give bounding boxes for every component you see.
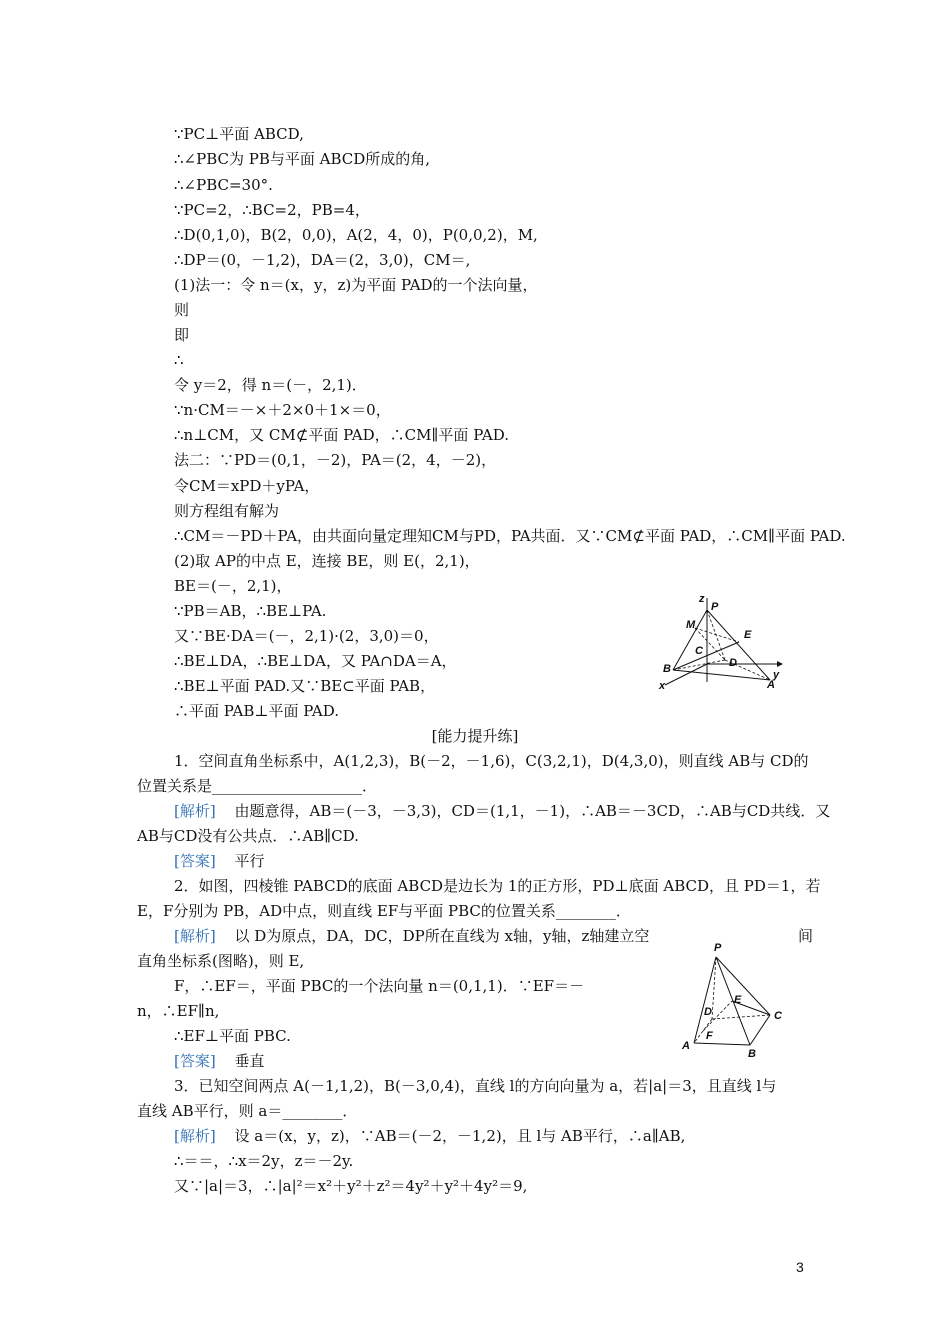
question-stem: 1．空间直角坐标系中，A(1,2,3)，B(－2，－1,6)，C(3,2,1)，D(4,3,0)，则直线 AB与 CD的 (174, 752, 809, 770)
solution-line: 法二：∵PD＝(0,1，－2)，PA＝(2，4，－2)， (174, 451, 497, 469)
solution-line: 又∵BE·DA＝(－，2,1)·(2，3,0)＝0， (174, 627, 439, 645)
figure2-label-P: P (714, 942, 722, 954)
question-stem: 2．如图，四棱锥 PABCD的底面 ABCD是边长为 1的正方形，PD⊥底面 ABCD，且 PD＝1，若 (174, 877, 821, 895)
figure1-label-E: E (744, 629, 752, 641)
answer-text: 垂直 (234, 1052, 265, 1070)
answer-tag: [答案] (174, 1052, 216, 1070)
analysis-text: 设 a＝(x，y，z)，∵AB＝(－2，－1,2)，且 l与 AB平行，∴a∥AB, (234, 1127, 686, 1145)
figure2-label-A: A (682, 1040, 690, 1052)
figure1-label-D: D (729, 657, 737, 669)
solution-line: ∴∠PBC为 PB与平面 ABCD所成的角, (174, 150, 431, 168)
section-title: [能力提升练] (431, 727, 519, 745)
analysis-text: 以 D为原点，DA，DC，DP所在直线为 x轴，y轴，z轴建立空 (234, 927, 650, 945)
figure2-label-C: C (774, 1010, 782, 1022)
analysis-line: AB与CD没有公共点．∴AB∥CD. (137, 827, 359, 845)
solution-line: 即 (174, 326, 190, 344)
solution-line: ∴CM＝－PD＋PA，由共面向量定理知CM与PD，PA共面．又∵CM⊄平面 PAD，∴CM∥平面 PAD. (174, 527, 846, 545)
solution-line: BE＝(－，2,1)， (174, 577, 292, 595)
analysis-line: 又∵|a|＝3，∴|a|²＝x²＋y²＋z²＝4y²＋y²＋4y²＝9, (174, 1177, 528, 1195)
figure1-label-B: B (663, 663, 671, 675)
solution-line: ∴BE⊥平面 PAD.又∵BE⊂平面 PAB， (174, 677, 436, 695)
solution-line: ∴D(0,1,0)，B(2，0,0)，A(2，4，0)，P(0,0,2)，M, (174, 226, 538, 244)
solution-line: ∴平面 PAB⊥平面 PAD. (174, 702, 340, 720)
analysis-line: ∴EF⊥平面 PBC. (174, 1027, 291, 1045)
solution-line: ∵PC⊥平面 ABCD, (174, 125, 304, 143)
figure1-label-x: x (659, 680, 666, 690)
analysis-line: F，∴EF＝，平面 PBC的一个法向量 n＝(0,1,1)．∵EF＝－ (174, 977, 585, 995)
figure-pyramid-pabcd (670, 935, 790, 1060)
solution-line: 则 (174, 301, 190, 319)
analysis-tag: [解析] (174, 927, 216, 945)
solution-line: 令CM＝xPD＋yPA， (174, 477, 320, 495)
solution-line: (2)取 AP的中点 E，连接 BE，则 E(，2,1)， (174, 552, 480, 570)
analysis-text: 由题意得，AB＝(－3，－3,3)，CD＝(1,1，－1)，∴AB＝－3CD，∴AB与CD共线．又 (234, 802, 831, 820)
question-stem: E，F分别为 PB，AD中点，则直线 EF与平面 PBC的位置关系________． (137, 902, 631, 920)
figure1-label-P: P (711, 601, 719, 613)
solution-line: ∵PC=2，∴BC=2，PB=4， (174, 201, 370, 219)
analysis-tag: [解析] (174, 1127, 216, 1145)
solution-line: ∴DP＝(0，－1,2)，DA＝(2，3,0)，CM＝, (174, 251, 471, 269)
figure1-label-M: M (686, 619, 696, 631)
figure2-label-E: E (734, 994, 742, 1006)
solution-line: 令 y＝2，得 n＝(－，2,1)． (174, 376, 367, 394)
solution-line: ∴ (174, 351, 184, 369)
analysis-tag: [解析] (174, 802, 216, 820)
figure1-label-z: z (699, 593, 705, 605)
answer-tag: [答案] (174, 852, 216, 870)
analysis-line: 直角坐标系(图略)，则 E, (137, 952, 305, 970)
solution-line: (1)法一：令 n＝(x，y，z)为平面 PAD的一个法向量， (174, 276, 538, 294)
solution-line: ∴n⊥CM，又 CM⊄平面 PAD，∴CM∥平面 PAD. (174, 426, 510, 444)
analysis-line (174, 801, 830, 821)
analysis-line: ∴＝＝，∴x＝2y，z＝－2y. (174, 1152, 354, 1170)
figure-pyramid-coordinates (655, 590, 795, 690)
analysis-line-end: 间 (798, 927, 814, 945)
analysis-line (174, 1126, 685, 1146)
solution-line: ∴∠PBC=30°. (174, 176, 273, 194)
solution-line: 则方程组有解为 (174, 502, 280, 520)
figure1-label-A: A (767, 679, 775, 690)
analysis-line (174, 926, 649, 946)
figure1-label-y: y (773, 669, 780, 681)
figure2-label-B: B (748, 1048, 756, 1060)
solution-line: ∵n·CM＝－×＋2×0＋1×＝0， (174, 401, 391, 419)
answer-line (174, 1051, 265, 1071)
question-stem: 直线 AB平行，则 a＝________． (137, 1102, 358, 1120)
figure1-label-C: C (695, 645, 703, 657)
analysis-line: n，∴EF∥n, (137, 1002, 220, 1020)
answer-text: 平行 (234, 852, 265, 870)
solution-line: ∵PB＝AB，∴BE⊥PA. (174, 602, 327, 620)
answer-line (174, 851, 265, 871)
figure2-label-D: D (704, 1006, 712, 1018)
figure2-label-F: F (706, 1030, 713, 1042)
question-stem: 位置关系是____________________． (137, 777, 378, 795)
page-number: 3 (796, 1259, 804, 1275)
question-stem: 3．已知空间两点 A(－1,1,2)，B(－3,0,4)，直线 l的方向向量为 a，若|a|＝3，且直线 l与 (174, 1077, 777, 1095)
solution-line: ∴BE⊥DA，∴BE⊥DA，又 PA∩DA＝A， (174, 652, 457, 670)
